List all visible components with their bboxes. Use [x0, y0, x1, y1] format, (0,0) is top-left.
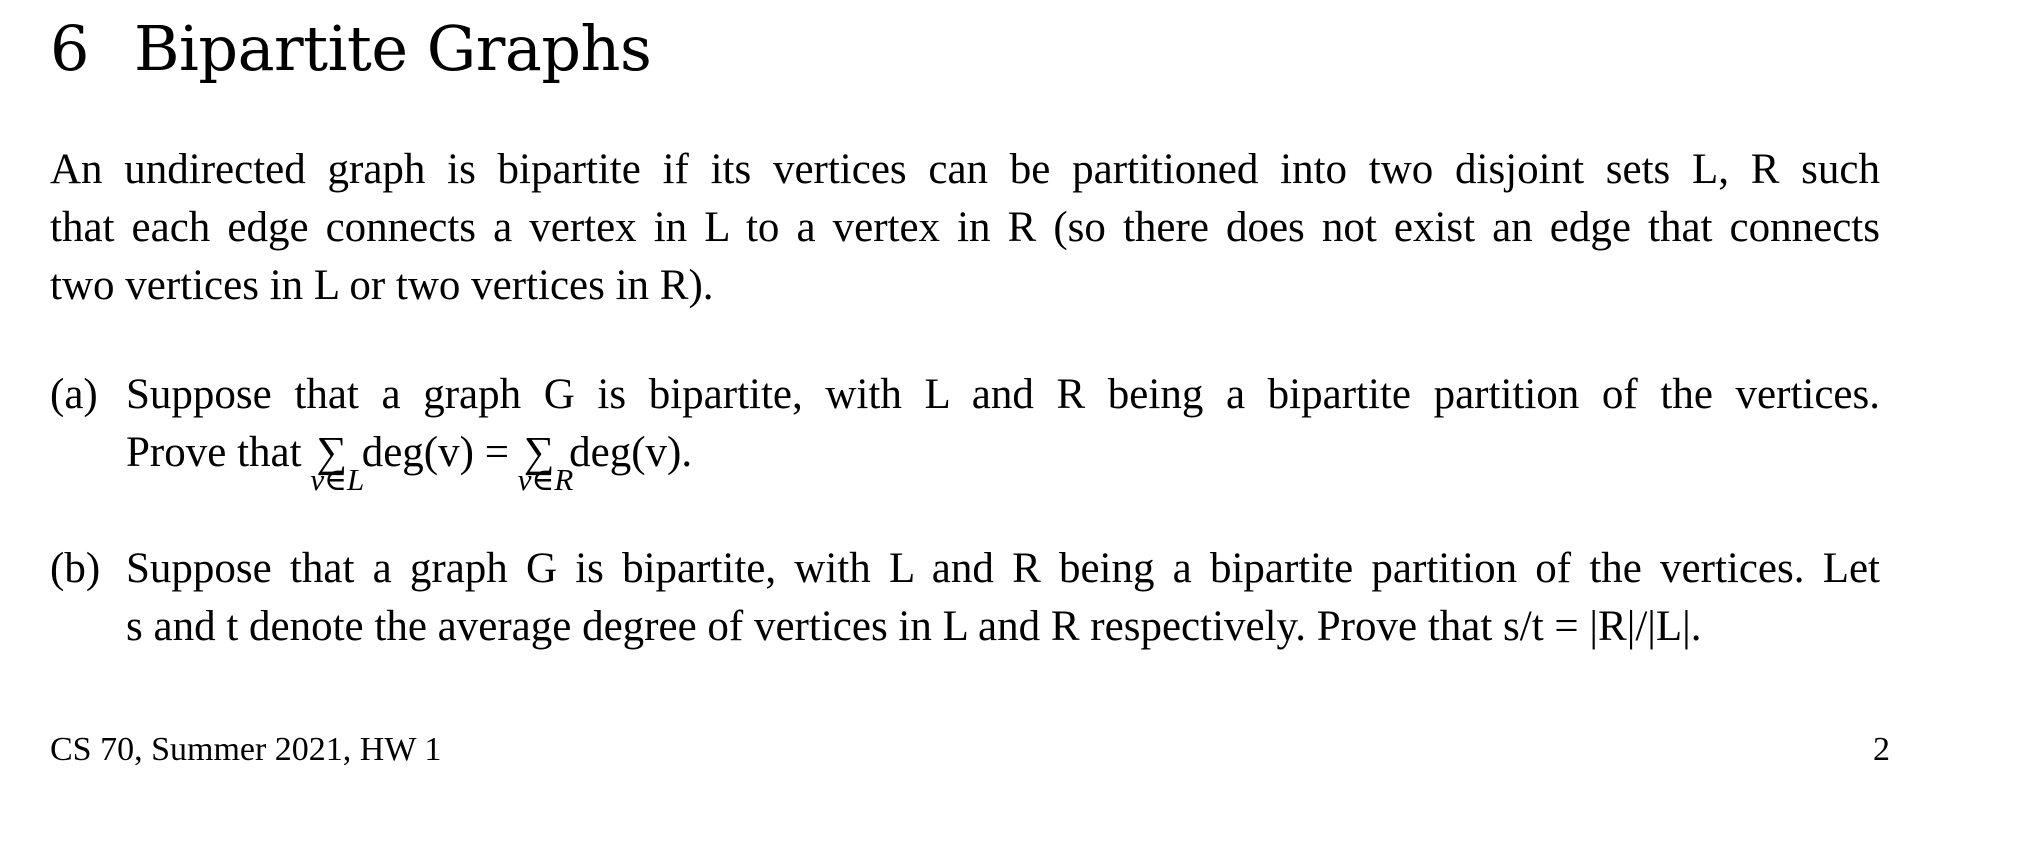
part-b-line-2: s and t denote the average degree of vertices in L and R respectively. Prove that s/t = |R|/|L|. — [126, 603, 1702, 650]
sum-r-term: deg(v). — [569, 429, 693, 476]
sum-l-subscript: v∈L — [310, 462, 365, 497]
part-a-line-1: Suppose that a graph G is bipartite, with L and R being a bipartite partition of the vertices. — [126, 371, 1880, 418]
part-b-body — [126, 540, 1880, 656]
part-a-body — [126, 366, 1880, 497]
sum-l-symbol: ∑ — [316, 429, 347, 476]
intro-paragraph — [50, 141, 1880, 315]
intro-line-1: An undirected graph is bipartite if its vertices can be partitioned into two disjoint sets L, R such — [50, 146, 1880, 193]
section-title: Bipartite Graphs — [134, 12, 652, 85]
sum-l-term: deg(v) = — [361, 429, 509, 476]
part-a-label: (a) — [50, 371, 98, 418]
footer-course-info: CS 70, Summer 2021, HW 1 — [50, 731, 442, 768]
sum-r-symbol: ∑ — [523, 429, 555, 476]
prove-that-text: Prove that — [126, 429, 302, 476]
section-number: 6 — [50, 12, 89, 85]
section-heading — [50, 12, 652, 85]
sum-r-subscript: v∈R — [517, 462, 574, 497]
intro-line-2: that each edge connects a vertex in L to a vertex in R (so there does not exist an edge that connects — [50, 204, 1880, 251]
intro-line-3: two vertices in L or two vertices in R). — [50, 262, 714, 309]
sum-over-l — [310, 424, 365, 497]
footer-page-number: 2 — [1873, 731, 1890, 768]
part-b-label: (b) — [50, 545, 101, 592]
part-a-formula-line — [126, 424, 1880, 497]
sum-over-r — [517, 424, 574, 497]
part-b-line-1: Suppose that a graph G is bipartite, with L and R being a bipartite partition of the vertices. Let — [126, 545, 1880, 592]
